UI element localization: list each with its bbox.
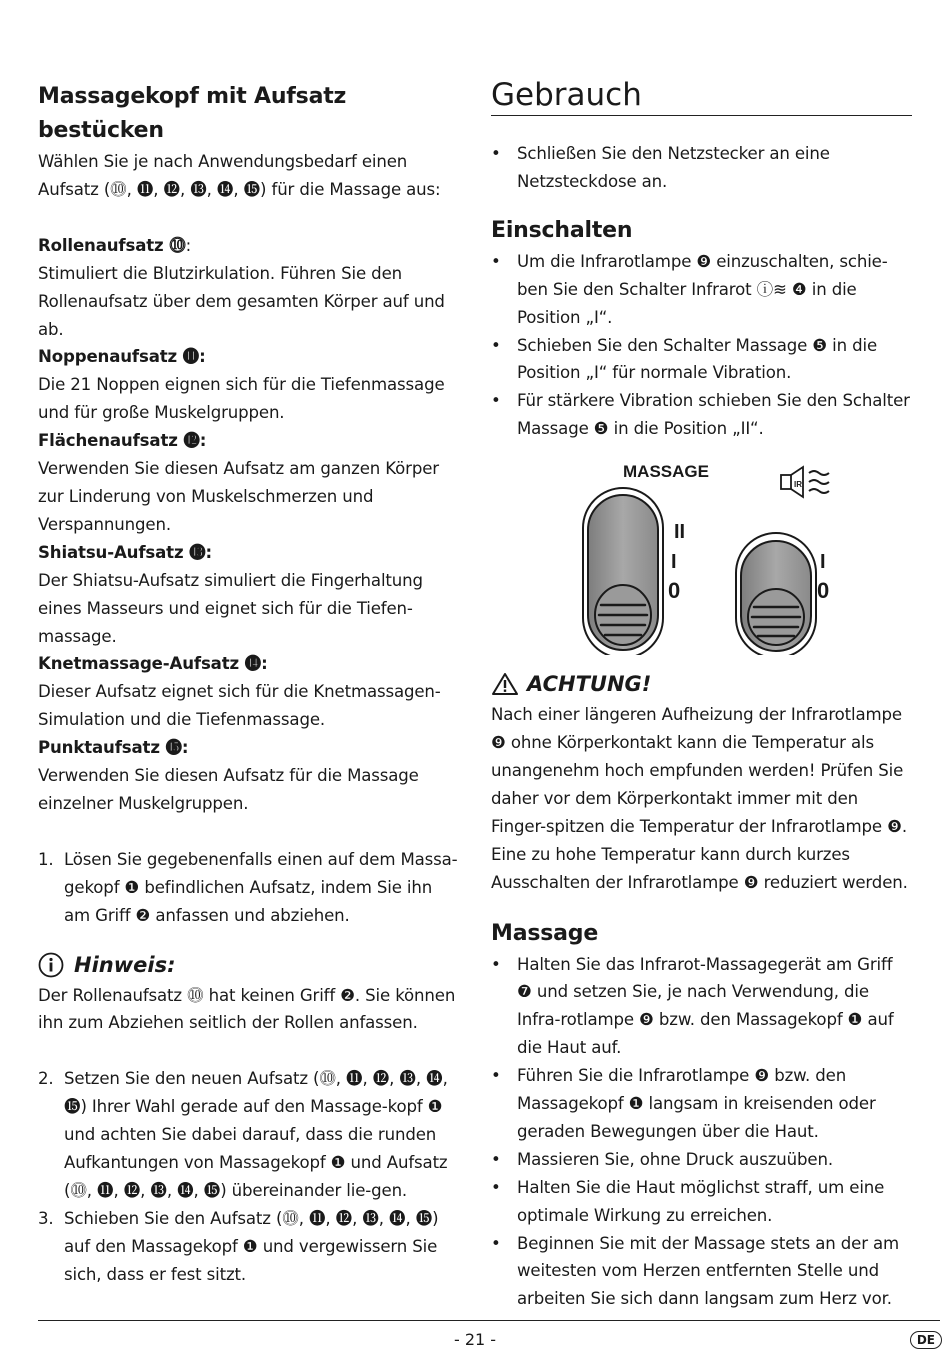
spacer <box>38 1037 463 1065</box>
footer-rule <box>38 1320 940 1321</box>
attachment-name: Punktaufsatz ⓯: <box>38 738 189 758</box>
list-item: • Um die Infrarotlampe ❾ einzuschalten, schie-ben Sie den Schalter Infrarot ⓘ≋ ❹ in die Position „I“. <box>491 248 912 332</box>
attachment-sep: : <box>185 235 192 255</box>
warning-triangle-icon <box>491 672 519 696</box>
step-list-2 <box>38 1065 463 1288</box>
right-column <box>491 76 912 1313</box>
section-title-attach: Massagekopf mit Aufsatz bestücken <box>38 84 347 143</box>
massage-list <box>491 951 912 1314</box>
attachment-desc: Die 21 Noppen eignen sich für die Tiefenmassage und für große Muskelgruppen. <box>38 375 445 423</box>
warning-text: Nach einer längeren Aufheizung der Infrarotlampe ❾ ohne Körperkontakt kann die Temperatur als unangenehm hoch empfunden werden! Prüfen Sie daher vor dem Körperkontakt immer mit den Finger-spitzen die Temperatur der Infrarotlampe ❾. Eine zu hohe Temperatur kann durch kurzes Ausschalten der Infrarotlampe ❾ reduziert werden. <box>491 705 908 892</box>
section-title-massage: Massage <box>491 920 599 946</box>
svg-text:IR: IR <box>794 480 802 490</box>
massage-switch-label: MASSAGE <box>623 462 709 482</box>
list-item: • Halten Sie das Infrarot-Massagegerät am Griff ❼ und setzen Sie, je nach Verwendung, die Infra-rotlampe ❾ bzw. den Massagekopf ❶ auf die Haut auf. <box>491 951 912 1063</box>
attachment-desc: Der Shiatsu-Aufsatz simuliert die Fingerhaltung eines Masseurs und eignet sich für die Tiefen-massage. <box>38 570 423 646</box>
spacer <box>38 818 463 846</box>
step-number: 3. <box>38 1208 54 1228</box>
attachment-desc: Verwenden Sie diesen Aufsatz am ganzen Körper zur Linderung von Muskelschmerzen und Verspannungen. <box>38 459 439 534</box>
spacer <box>491 897 912 917</box>
page-title: Gebrauch <box>491 76 912 116</box>
infrared-symbol-icon <box>781 467 829 497</box>
list-item: • Führen Sie die Infrarotlampe ❾ bzw. den Massagekopf ❶ langsam in kreisenden oder geraden Bewegungen über die Haut. <box>491 1062 912 1146</box>
section-title-switch: Einschalten <box>491 217 633 243</box>
attachment-desc: Stimuliert die Blutzirkulation. Führen Sie den Rollenaufsatz über dem gesamten Körper auf und ab. <box>38 263 445 339</box>
attachment-item <box>38 343 463 427</box>
warning-title: ACHTUNG! <box>527 672 652 697</box>
spacer <box>491 196 912 214</box>
attachment-name: Flächenaufsatz ⓬: <box>38 431 207 451</box>
warning-heading <box>491 667 912 701</box>
step-text: Schieben Sie den Aufsatz (⓾, ⓫, ⓬, ⓭, ⓮, ⓯) auf den Massagekopf ❶ und vergewissern Sie sich, dass er fest sitzt. <box>64 1208 439 1284</box>
spacer <box>38 204 463 232</box>
step-item <box>38 1065 463 1205</box>
spacer <box>38 930 463 948</box>
position-label: 0 <box>668 578 681 604</box>
step-number: 1. <box>38 849 54 869</box>
note-title: Hinweis: <box>74 952 176 977</box>
intro-text: Wählen Sie je nach Anwendungsbedarf einen Aufsatz (⓾, ⓫, ⓬, ⓭, ⓮, ⓯) für die Massage aus: <box>38 152 441 199</box>
attachment-desc: Dieser Aufsatz eignet sich für die Knetmassagen-Simulation und die Tiefenmassage. <box>38 682 441 730</box>
list-item: • Schließen Sie den Netzstecker an eine Netzsteckdose an. <box>491 140 912 196</box>
note-heading <box>38 948 463 982</box>
position-label: I <box>820 551 826 574</box>
attachment-name: Shiatsu-Aufsatz ⓭: <box>38 542 213 562</box>
info-icon <box>38 952 64 978</box>
plug-list <box>491 140 912 196</box>
list-item: • Für stärkere Vibration schieben Sie den Schalter Massage ❺ in die Position „II“. <box>491 387 912 443</box>
attachment-desc: Verwenden Sie diesen Aufsatz für die Massage einzelner Muskelgruppen. <box>38 766 419 813</box>
step-text: Setzen Sie den neuen Aufsatz (⓾, ⓫, ⓬, ⓭, ⓮, ⓯) Ihrer Wahl gerade auf den Massage-kopf ❶ und achten Sie dabei darauf, dass die runden Aufkantungen von Massagekopf ❶ und Aufsatz (⓾, ⓫, ⓬, ⓭, ⓮, ⓯) übereinander lie-gen. <box>64 1069 448 1200</box>
note-text: Der Rollenaufsatz ⓾ hat keinen Griff ❷. Sie können ihn zum Abziehen seitlich der Rollen anfassen. <box>38 985 456 1033</box>
step-text: Lösen Sie gegebenenfalls einen auf dem Massa-gekopf ❶ befindlichen Aufsatz, indem Sie ihn am Griff ❷ anfassen und abziehen. <box>64 849 458 925</box>
attachment-item <box>38 539 463 651</box>
attachment-item <box>38 734 463 818</box>
attachment-name: Knetmassage-Aufsatz ⓮: <box>38 654 268 674</box>
left-column <box>38 80 463 1289</box>
position-label: I <box>671 551 677 574</box>
step-list-1 <box>38 846 463 930</box>
attachment-name: Rollenaufsatz ⓾ <box>38 235 186 255</box>
list-item: • Halten Sie die Haut möglichst straff, um eine optimale Wirkung zu erreichen. <box>491 1174 912 1230</box>
spacer <box>491 116 912 140</box>
page-number: - 21 - <box>453 1330 497 1349</box>
position-label: II <box>674 521 686 544</box>
step-item <box>38 846 463 930</box>
list-item: • Beginnen Sie mit der Massage stets an der am weitesten vom Herzen entfernten Stelle und arbeiten Sie sich dann langsam zum Herz vor. <box>491 1230 912 1314</box>
list-item: • Schieben Sie den Schalter Massage ❺ in die Position „I“ für normale Vibration. <box>491 332 912 388</box>
step-item <box>38 1205 463 1289</box>
attachment-item <box>38 427 463 539</box>
attachment-item <box>38 650 463 734</box>
attachment-name: Noppenaufsatz ⓫: <box>38 347 206 367</box>
switch-illustration <box>491 455 912 655</box>
position-label: 0 <box>817 578 830 604</box>
step-number: 2. <box>38 1069 54 1089</box>
language-badge: DE <box>910 1331 942 1349</box>
list-item: • Massieren Sie, ohne Druck auszuüben. <box>491 1146 912 1174</box>
attachment-item <box>38 232 463 344</box>
switch-list <box>491 248 912 443</box>
